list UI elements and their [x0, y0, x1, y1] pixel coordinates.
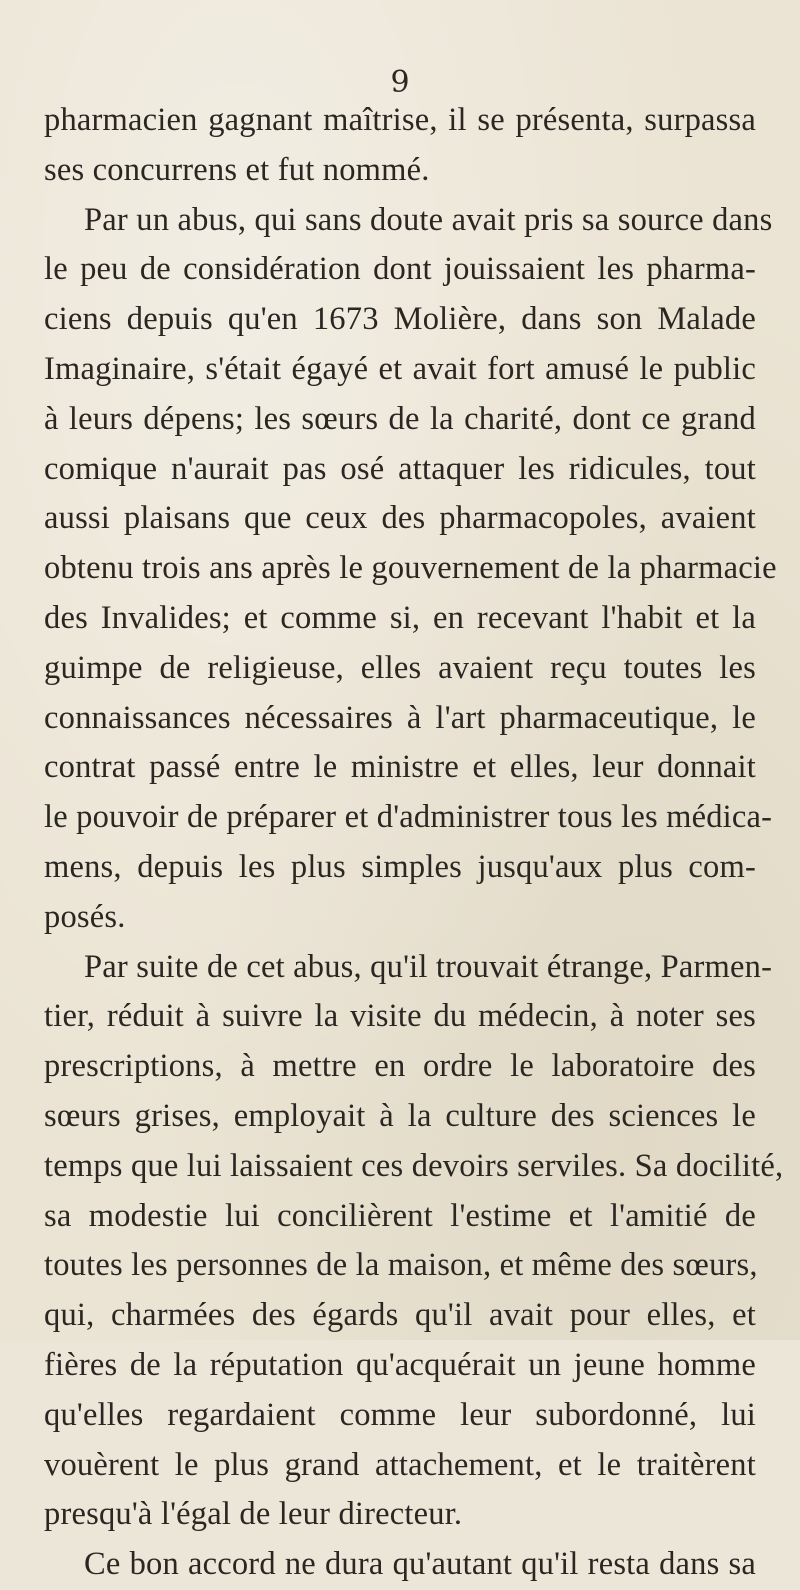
- text-line: Par suite de cet abus, qu'il trouvait étrange, Parmen-: [84, 948, 773, 985]
- text-line: qui, charmées des égards qu'il avait pour elles, et: [44, 1297, 756, 1334]
- text-line: sœurs grises, employait à la culture des sciences le: [44, 1097, 756, 1134]
- text-line: à leurs dépens; les sœurs de la charité, dont ce grand: [44, 400, 756, 437]
- text-line: temps que lui laissaient ces devoirs serviles. Sa docilité,: [44, 1147, 784, 1184]
- text-line: des Invalides; et comme si, en recevant l'habit et la: [44, 599, 756, 636]
- text-line: obtenu trois ans après le gouvernement de la pharmacie: [44, 550, 777, 587]
- text-line: le pouvoir de préparer et d'administrer tous les médica-: [44, 799, 773, 836]
- text-line: ciens depuis qu'en 1673 Molière, dans son Malade: [44, 301, 756, 338]
- body-text: [44, 96, 784, 1590]
- text-line: Imaginaire, s'était égayé et avait fort amusé le public: [44, 350, 756, 387]
- text-line: prescriptions, à mettre en ordre le laboratoire des: [44, 1048, 756, 1085]
- text-line: le peu de considération dont jouissaient les pharma-: [44, 251, 756, 288]
- text-line: connaissances nécessaires à l'art pharmaceutique, le: [44, 699, 756, 736]
- text-line: guimpe de religieuse, elles avaient reçu toutes les: [44, 649, 756, 686]
- text-line: fières de la réputation qu'acquérait un jeune homme: [44, 1346, 756, 1383]
- text-line: vouèrent le plus grand attachement, et le traitèrent: [44, 1446, 756, 1483]
- text-line: mens, depuis les plus simples jusqu'aux plus com-: [44, 848, 756, 885]
- text-line: pharmacien gagnant maîtrise, il se présenta, surpassa: [44, 102, 756, 138]
- text-line: toutes les personnes de la maison, et même des sœurs,: [44, 1247, 758, 1284]
- text-line: Ce bon accord ne dura qu'autant qu'il resta dans sa: [84, 1546, 756, 1583]
- page-number: 9: [390, 65, 410, 100]
- text-line: tier, réduit à suivre la visite du médecin, à noter ses: [44, 998, 756, 1035]
- text-line: posés.: [44, 898, 126, 935]
- text-line: comique n'aurait pas osé attaquer les ridicules, tout: [44, 450, 756, 487]
- text-line: sa modestie lui concilièrent l'estime et l'amitié de: [44, 1197, 756, 1234]
- text-line: ses concurrens et fut nommé.: [44, 151, 430, 188]
- text-line: aussi plaisans que ceux des pharmacopoles, avaient: [44, 500, 756, 537]
- text-line: Par un abus, qui sans doute avait pris sa source dans: [84, 201, 773, 238]
- text-line: qu'elles regardaient comme leur subordonné, lui: [44, 1396, 756, 1433]
- text-line: presqu'à l'égal de leur directeur.: [44, 1496, 463, 1533]
- text-line: contrat passé entre le ministre et elles, leur donnait: [44, 749, 756, 786]
